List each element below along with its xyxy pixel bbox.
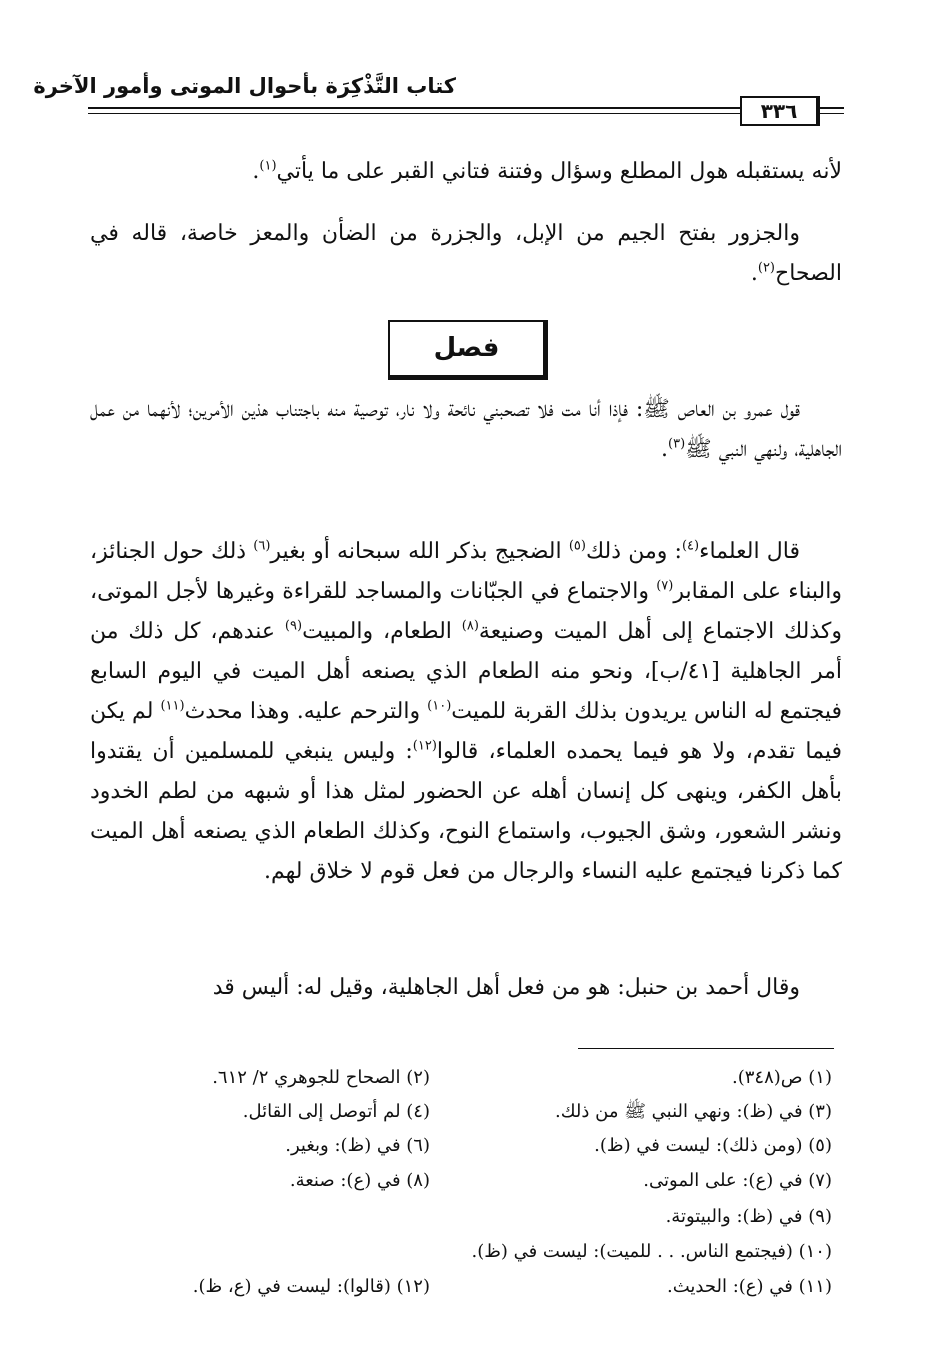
- footnote-ref-8[interactable]: (٨): [461, 618, 479, 634]
- paragraph-end: .: [750, 261, 758, 286]
- text-segment: ذلك حول الجنائز، والبناء على المقابر: [90, 539, 842, 604]
- footnote-ref-6[interactable]: (٦): [253, 538, 271, 554]
- footnote-ref[interactable]: (٢): [757, 260, 775, 276]
- paragraph-text: لأنه يستقبله هول المطلع وسؤال وفتنة فتاني القبر على ما يأتي: [276, 159, 842, 184]
- paragraph-end: .: [252, 159, 260, 184]
- running-header-title: كتاب التَّذْكِرَة بأحوال الموتى وأمور الآخرة: [33, 74, 456, 98]
- paragraph-end: .: [661, 437, 669, 462]
- footnote-ref-10[interactable]: (١٠): [427, 698, 452, 714]
- footnote-12: (١٢) (قالوا): ليست في (ع، ظ).: [192, 1276, 430, 1297]
- text-segment: عندهم، كل ذلك من أمر الجاهلية [٤١/ب]، ونحو منه الطعام الذي يصنعه أهل الميت في اليوم السابع فيجتمع له الناس يريدون بذلك القربة للميت: [90, 619, 842, 724]
- text-segment: والترحم عليه. وهذا محدث: [184, 699, 428, 724]
- footnote-ref-5[interactable]: (٥): [568, 538, 586, 554]
- section-heading: فصل: [388, 320, 548, 380]
- header-rule-thin: [88, 113, 844, 114]
- header-rule: [88, 107, 844, 109]
- footnote-ref-4[interactable]: (٤): [681, 538, 700, 554]
- footnote-ref-9[interactable]: (٩): [284, 618, 303, 634]
- text-segment: لم يكن فيما تقدم، ولا هو فيما يحمده العلماء، قالوا: [90, 699, 842, 764]
- footnote-ref[interactable]: (٣): [668, 436, 686, 452]
- paragraph-3: [90, 390, 842, 470]
- footnote-8: (٨) في (ع): صنعة.: [289, 1170, 430, 1191]
- footnote-5: (٥) (ومن ذلك): ليست في (ظ).: [594, 1135, 832, 1156]
- paragraph-text: والجزور بفتح الجيم من الإبل، والجزرة من الضأن والمعز خاصة، قاله في الصحاح: [90, 221, 842, 286]
- footnote-6: (٦) في (ظ): وبغير.: [285, 1135, 430, 1156]
- footnote-10: (١٠) (فيجتمع الناس. . . للميت): ليست في (ظ).: [471, 1241, 832, 1262]
- footnote-11: (١١) في (ع): الحديث.: [667, 1276, 832, 1297]
- footnote-7: (٧) في (ع): على الموتى.: [643, 1170, 832, 1191]
- paragraph-text: قول عمرو بن العاص ﷺ: فإذا أنا مت فلا تصحبني نائحة ولا نار، توصية منه باجتناب هذين الأمرين؛ لأنهما من عمل الجاهلية، ولنهي النبي ﷺ: [90, 397, 842, 462]
- footnote-3: (٣) في (ظ): ونهي النبي ﷺ من ذلك.: [555, 1101, 832, 1122]
- paragraph-text: وقال أحمد بن حنبل: هو من فعل أهل الجاهلية، وقيل له: أليس قد: [212, 975, 800, 1000]
- paragraph-5: [90, 968, 842, 1008]
- footnote-ref-12[interactable]: (١٢): [412, 738, 437, 754]
- footnote-9: (٩) في (ظ): والبيتوتة.: [665, 1206, 832, 1227]
- text-segment: قال العلماء: [699, 539, 800, 564]
- text-segment: : وليس ينبغي للمسلمين أن يقتدوا بأهل الكفر، وينهى كل إنسان أهله عن الحضور لمثل هذا أو شبهه من لطم الخدود ونشر الشعور، وشق الجيوب، واستماع النوح، وكذلك الطعام الذي يصنعه أهل الميت كما ذكرنا فيجتمع عليه النساء والرجال من فعل قوم لا خلاق لهم.: [90, 739, 842, 884]
- paragraph-2: [90, 214, 842, 294]
- text-segment: الضجيج بذكر الله سبحانه أو بغير: [270, 539, 569, 564]
- footnote-1: (١) ص(٣٤٨).: [732, 1067, 832, 1088]
- page-number: ٣٣٦: [740, 96, 820, 126]
- paragraph-1: [90, 152, 842, 192]
- footnote-ref-7[interactable]: (٧): [656, 578, 674, 594]
- footnote-ref-11[interactable]: (١١): [160, 698, 185, 714]
- text-segment: الطعام، والمبيت: [302, 619, 462, 644]
- text-segment: والاجتماع في الجبّانات والمساجد للقراءة وغيرها لأجل الموتى، وكذلك الاجتماع إلى أهل الميت وصنيعة: [90, 579, 842, 644]
- footnote-4: (٤) لم أتوصل إلى القائل.: [242, 1101, 430, 1122]
- footnote-2: (٢) الصحاح للجوهري ٢/ ٦١٢.: [212, 1067, 430, 1088]
- paragraph-4: [90, 532, 842, 892]
- text-segment: : ومن ذلك: [585, 539, 682, 564]
- footnote-separator: [578, 1048, 834, 1049]
- footnote-ref[interactable]: (١): [259, 158, 277, 174]
